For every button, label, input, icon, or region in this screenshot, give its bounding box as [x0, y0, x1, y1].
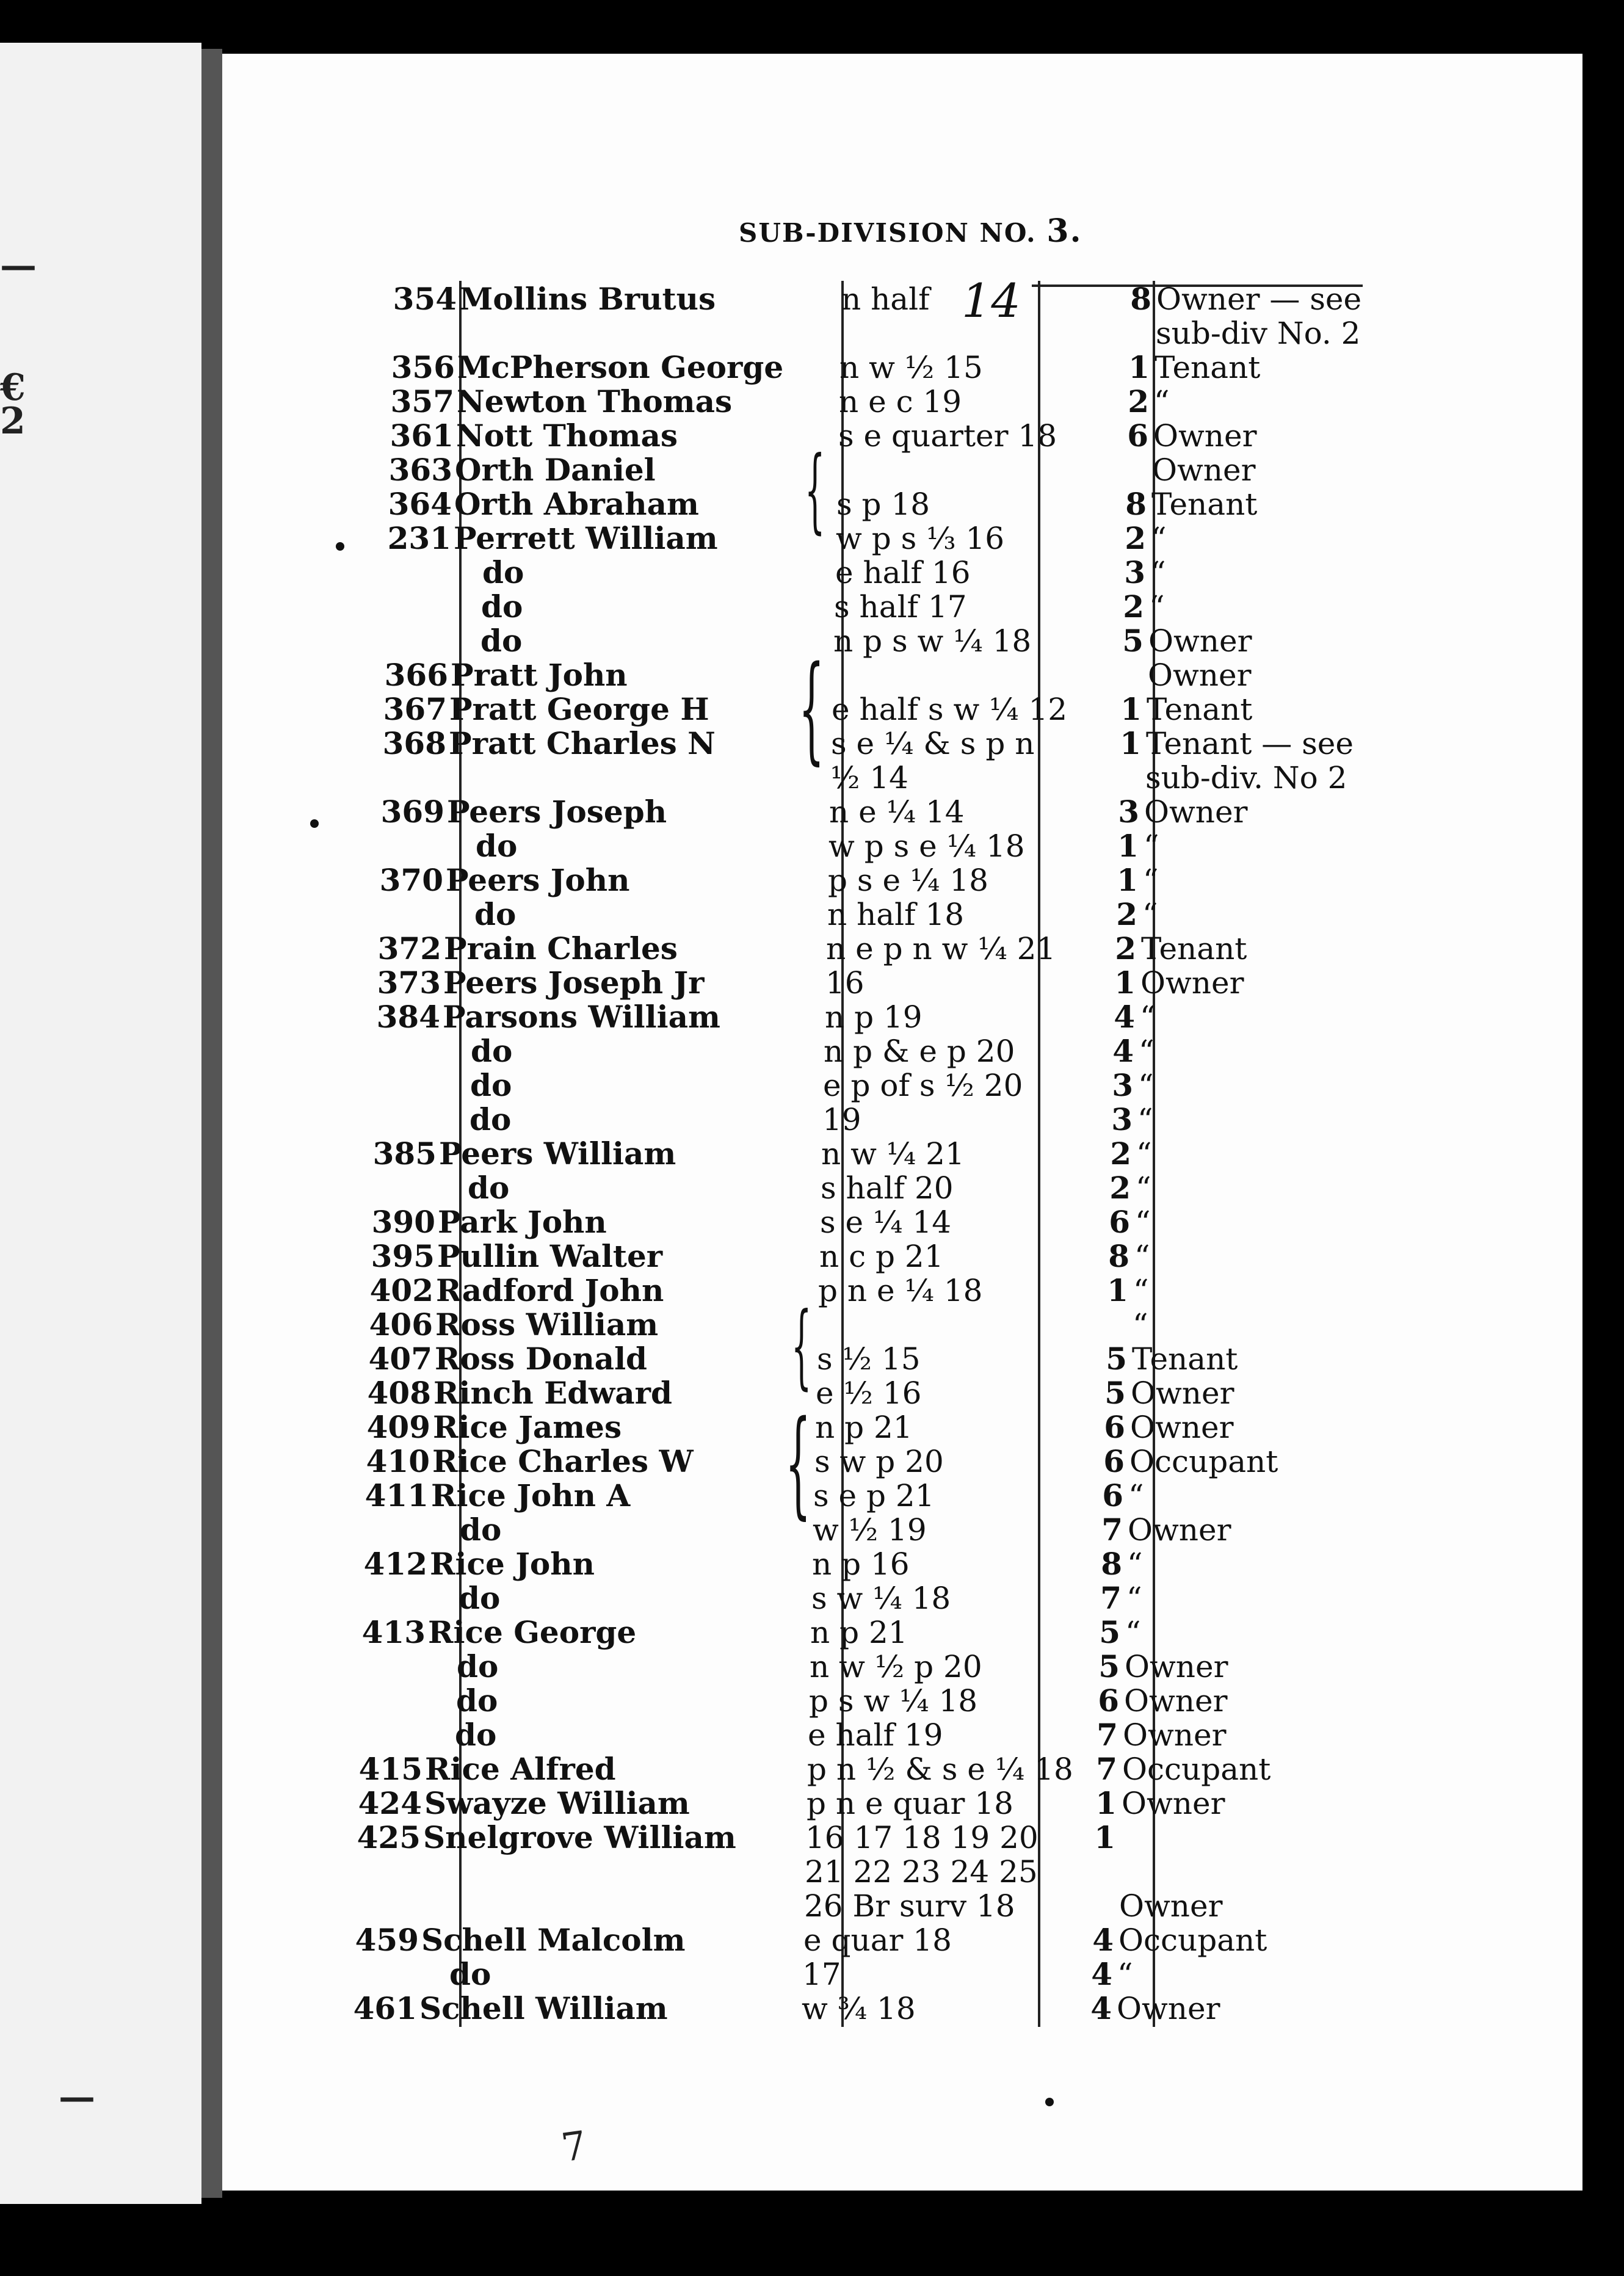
table-row [0, 1137, 1624, 1171]
lot-description: n half 18 [827, 897, 965, 932]
lot-description: ½ 14 [830, 760, 908, 796]
concession-number: 8 [1125, 486, 1147, 522]
table-row [0, 1821, 1624, 1855]
bracket-mark: { [791, 1293, 812, 1399]
table-row [0, 1171, 1624, 1205]
lot-description: p n e ¼ 18 [818, 1273, 983, 1308]
entry-number: 366 [384, 657, 448, 693]
concession-number: 4 [1092, 1922, 1114, 1958]
concession-number: 3 [1124, 554, 1145, 590]
table-row [0, 863, 1624, 897]
concession-number: 6 [1127, 418, 1148, 454]
owner-name: Peers John [446, 862, 630, 898]
status-label: “ [1133, 1307, 1148, 1343]
status-label: “ [1133, 1273, 1149, 1308]
handwritten-annotation: 14 [962, 274, 1021, 328]
table-row [0, 1068, 1624, 1103]
status-label: “ [1144, 828, 1159, 864]
lot-description: s e p 21 [813, 1478, 935, 1513]
facing-page-mark: — [59, 2076, 95, 2118]
concession-number: 5 [1104, 1375, 1126, 1411]
status-label: Tenant [1147, 692, 1253, 727]
table-row [0, 1547, 1624, 1581]
table-row [0, 1889, 1624, 1923]
status-label: Owner [1148, 658, 1252, 693]
ink-dot [336, 542, 344, 551]
concession-number: 1 [1128, 349, 1150, 385]
lot-description: n p 21 [810, 1615, 908, 1650]
table-row [0, 1274, 1624, 1308]
entry-number: 408 [367, 1375, 431, 1411]
concession-number: 2 [1110, 1136, 1131, 1172]
owner-name: Rice John [430, 1546, 595, 1582]
status-label: Owner [1128, 1512, 1231, 1548]
owner-name: Peers Joseph Jr [443, 965, 705, 1001]
entry-number: 415 [358, 1751, 422, 1787]
entry-number: 412 [363, 1546, 427, 1582]
entry-number: 390 [371, 1204, 435, 1240]
status-label: Owner [1148, 623, 1252, 659]
concession-number: 2 [1109, 1170, 1131, 1206]
owner-name: Schell William [419, 1990, 668, 2026]
status-label: sub-div. No 2 [1145, 760, 1347, 796]
pen-mark: 7 [559, 2123, 590, 2172]
entry-number: 395 [371, 1238, 435, 1274]
entry-number: 369 [380, 794, 444, 830]
lot-description: 17 [802, 1957, 841, 1992]
lot-description: s w p 20 [814, 1444, 944, 1479]
status-label: Owner [1153, 418, 1257, 454]
lot-description: e half 19 [808, 1717, 943, 1753]
table-row [0, 316, 1624, 350]
lot-description: n e c 19 [839, 384, 962, 419]
lot-description: n w ¼ 21 [821, 1136, 965, 1172]
concession-number: 4 [1090, 1990, 1112, 2026]
table-row [0, 1479, 1624, 1513]
owner-name: Radford John [436, 1272, 664, 1308]
entry-number: 385 [372, 1136, 437, 1172]
status-label: Owner [1117, 1991, 1220, 2026]
ink-dot [1045, 2098, 1054, 2106]
lot-description: w ¾ 18 [802, 1991, 916, 2026]
status-label: Owner [1123, 1717, 1227, 1753]
concession-number: 1 [1120, 725, 1141, 761]
owner-name: do [449, 1956, 491, 1992]
entry-number: 368 [382, 725, 446, 761]
owner-name: Pullin Walter [437, 1238, 663, 1274]
owner-name: do [459, 1580, 501, 1616]
lot-description: e half s w ¼ 12 [832, 692, 1068, 727]
facing-page-mark: 2 [0, 400, 26, 443]
status-label: “ [1143, 863, 1159, 898]
lot-description: s p 18 [836, 487, 930, 522]
lot-description: w ½ 19 [813, 1512, 927, 1548]
lot-description: p s e ¼ 18 [828, 863, 988, 898]
entry-number: 406 [369, 1307, 433, 1343]
table-row [0, 1103, 1624, 1137]
owner-name: Park John [438, 1204, 607, 1240]
status-label: “ [1126, 1581, 1142, 1616]
facing-page-mark: € [0, 366, 26, 409]
table-row [0, 1957, 1624, 1991]
owner-name: Ross Donald [435, 1341, 648, 1377]
owner-name: Rinch Edward [433, 1375, 672, 1411]
concession-number: 1 [1117, 828, 1139, 864]
lot-description: n c p 21 [819, 1239, 944, 1274]
entry-number: 459 [355, 1922, 419, 1958]
concession-number: 6 [1109, 1204, 1130, 1240]
status-label: Owner [1119, 1888, 1223, 1924]
entry-number: 410 [366, 1443, 430, 1479]
owner-name: Parsons William [443, 999, 720, 1035]
lot-description: e quar 18 [803, 1923, 952, 1958]
status-label: Occupant [1129, 1444, 1278, 1479]
table-row [0, 1786, 1624, 1821]
status-label: Tenant — see [1146, 726, 1354, 761]
entry-number: 411 [364, 1477, 429, 1513]
status-label: Owner [1131, 1375, 1234, 1411]
concession-number: 3 [1111, 1101, 1133, 1137]
concession-number: 5 [1098, 1648, 1120, 1684]
owner-name: do [480, 623, 523, 659]
owner-name: do [470, 1067, 512, 1103]
owner-name: Schell Malcolm [421, 1922, 686, 1958]
status-label: Owner — see [1156, 281, 1362, 317]
bracket-mark: { [805, 437, 825, 543]
concession-number: 1 [1095, 1785, 1117, 1821]
entry-number: 461 [353, 1990, 417, 2026]
entry-number: 425 [357, 1819, 421, 1855]
lot-description: 19 [822, 1102, 861, 1137]
lot-description: 16 [825, 965, 865, 1001]
concession-number: 2 [1116, 896, 1137, 932]
lot-description: s half 20 [821, 1170, 954, 1206]
owner-name: Rice James [433, 1409, 622, 1445]
owner-name: do [460, 1512, 502, 1548]
owner-name: Peers Joseph [447, 794, 667, 830]
lot-description: 21 22 23 24 25 [805, 1854, 1038, 1890]
entry-number: 361 [390, 418, 454, 454]
owner-name: Rice George [428, 1614, 637, 1650]
lot-description: n e ¼ 14 [829, 794, 965, 830]
lot-description: e p of s ½ 20 [823, 1068, 1023, 1103]
lot-description: 16 17 18 19 20 [805, 1820, 1039, 1855]
lot-description: p n e quar 18 [807, 1786, 1013, 1821]
owner-name: Peers William [439, 1136, 676, 1172]
status-label: “ [1127, 1546, 1143, 1582]
lot-description: s half 17 [834, 589, 967, 625]
heading-number: 3. [1046, 212, 1082, 250]
table-row [0, 795, 1624, 829]
table-row [0, 1034, 1624, 1068]
owner-name: do [471, 1033, 513, 1069]
status-label: “ [1137, 1102, 1153, 1137]
owner-name: Rice Charles W [432, 1443, 694, 1479]
status-label: sub-div No. 2 [1156, 316, 1361, 351]
concession-number: 8 [1101, 1546, 1122, 1582]
concession-number: 8 [1108, 1238, 1129, 1274]
lot-description: p s w ¼ 18 [809, 1683, 978, 1719]
owner-name: Rice John A [431, 1477, 631, 1513]
status-label: “ [1125, 1615, 1141, 1650]
concession-number: 5 [1122, 623, 1144, 659]
concession-number: 2 [1115, 930, 1136, 966]
table-row [0, 1718, 1624, 1752]
lot-description: w p s e ¼ 18 [828, 828, 1025, 864]
concession-number: 1 [1094, 1819, 1115, 1855]
table-row [0, 1923, 1624, 1957]
lot-description: s e ¼ & s p n [831, 726, 1035, 761]
table-row [0, 1581, 1624, 1615]
concession-number: 5 [1099, 1614, 1120, 1650]
entry-number: 363 [388, 452, 452, 488]
entry-number: 356 [391, 349, 455, 385]
owner-name: do [474, 896, 517, 932]
status-label: “ [1138, 1068, 1154, 1103]
lot-description: n p & e p 20 [824, 1034, 1015, 1069]
owner-name: do [482, 554, 524, 590]
owner-name: do [457, 1648, 499, 1684]
concession-number: 7 [1097, 1717, 1118, 1753]
lot-description: n e p n w ¼ 21 [826, 931, 1056, 966]
status-label: “ [1140, 999, 1156, 1035]
status-label: Owner [1125, 1649, 1228, 1684]
entry-number: 407 [368, 1341, 432, 1377]
concession-number: 1 [1114, 965, 1136, 1001]
lot-description: p n ½ & s e ¼ 18 [807, 1752, 1073, 1787]
table-row [0, 1855, 1624, 1889]
table-row [0, 932, 1624, 966]
lot-description: s e quarter 18 [838, 418, 1057, 454]
owner-name: Pratt John [451, 657, 628, 693]
concession-number: 4 [1091, 1956, 1112, 1992]
status-label: “ [1136, 1170, 1151, 1206]
owner-name: Orth Daniel [455, 452, 656, 488]
status-label: “ [1150, 555, 1166, 590]
lot-description: e ½ 16 [816, 1375, 922, 1411]
entry-number: 384 [376, 999, 440, 1035]
status-label: “ [1134, 1239, 1150, 1274]
concession-number: 1 [1120, 691, 1142, 727]
status-label: “ [1154, 384, 1170, 419]
concession-number: 7 [1100, 1580, 1122, 1616]
status-label: Occupant [1122, 1752, 1271, 1787]
status-label: “ [1136, 1136, 1152, 1172]
status-label: “ [1151, 521, 1167, 556]
lot-description: n p 21 [815, 1410, 913, 1445]
lot-description: n p s w ¼ 18 [833, 623, 1032, 659]
facing-page-mark: — [0, 244, 37, 287]
owner-name: Perrett William [454, 520, 718, 556]
concession-number: 3 [1118, 794, 1139, 830]
table-row [0, 556, 1624, 590]
lot-description: e half 16 [835, 555, 971, 590]
entry-number: 231 [387, 520, 451, 556]
table-row [0, 1239, 1624, 1274]
owner-name: Pratt Charles N [449, 725, 716, 761]
owner-name: do [456, 1683, 498, 1719]
status-label: “ [1142, 897, 1158, 932]
status-label: Owner [1130, 1410, 1234, 1445]
concession-number: 3 [1112, 1067, 1133, 1103]
owner-name: Pratt George H [449, 691, 709, 727]
status-label: “ [1117, 1957, 1133, 1992]
owner-name: do [468, 1170, 510, 1206]
table-row [0, 1615, 1624, 1650]
table-row [0, 1205, 1624, 1239]
concession-number: 5 [1106, 1341, 1127, 1377]
concession-number: 2 [1125, 520, 1146, 556]
bracket-mark: { [785, 1396, 811, 1531]
status-label: Tenant [1132, 1341, 1238, 1377]
concession-number: 6 [1098, 1683, 1119, 1719]
owner-name: Mollins Brutus [459, 281, 716, 317]
owner-name: Newton Thomas [457, 383, 733, 419]
table-row [0, 1991, 1624, 2026]
owner-name: Prain Charles [444, 930, 678, 966]
status-label: Tenant [1151, 487, 1258, 522]
bracket-mark: { [799, 641, 825, 776]
table-row [0, 829, 1624, 863]
entry-number: 364 [388, 486, 452, 522]
entry-number: 357 [390, 383, 454, 419]
owner-name: Ross William [435, 1307, 659, 1343]
status-label: “ [1139, 1034, 1155, 1069]
table-row [0, 1410, 1624, 1444]
table-row [0, 1308, 1624, 1342]
concession-number: 6 [1104, 1409, 1125, 1445]
entry-number: 372 [377, 930, 441, 966]
table-row [0, 1000, 1624, 1034]
status-label: Tenant [1141, 931, 1247, 966]
concession-number: 8 [1130, 281, 1151, 317]
page-heading [739, 212, 1082, 250]
owner-name: Nott Thomas [456, 418, 678, 454]
concession-number: 2 [1123, 589, 1144, 625]
status-label: Owner [1144, 794, 1248, 830]
concession-number: 1 [1117, 862, 1138, 898]
entry-number: 424 [358, 1785, 422, 1821]
concession-number: 4 [1114, 999, 1135, 1035]
table-row [0, 966, 1624, 1000]
heading-title: SUB-DIVISION NO. [739, 218, 1047, 248]
owner-name: Rice Alfred [425, 1751, 616, 1787]
table-row [0, 1752, 1624, 1786]
lot-description: s w ¼ 18 [811, 1581, 951, 1616]
concession-number: 1 [1107, 1272, 1128, 1308]
owner-name: Swayze William [424, 1785, 690, 1821]
table-row [0, 1684, 1624, 1718]
concession-number: 4 [1112, 1033, 1134, 1069]
owner-name: McPherson George [457, 349, 784, 385]
entry-number: 370 [379, 862, 443, 898]
table-row [0, 1342, 1624, 1376]
status-label: “ [1135, 1205, 1151, 1240]
owner-name: do [455, 1717, 497, 1753]
entry-number: 409 [366, 1409, 430, 1445]
lot-description: n w ½ p 20 [810, 1649, 982, 1684]
owner-name: Snelgrove William [423, 1819, 736, 1855]
entry-number: 354 [393, 281, 457, 317]
table-row [0, 350, 1624, 385]
entry-number: 367 [383, 691, 447, 727]
owner-name: do [469, 1101, 512, 1137]
concession-number: 6 [1103, 1443, 1125, 1479]
status-label: Owner [1122, 1786, 1225, 1821]
lot-description: w p s ⅓ 16 [836, 521, 1005, 556]
status-label: Owner [1140, 965, 1244, 1001]
owner-name: Orth Abraham [454, 486, 699, 522]
table-row [0, 897, 1624, 932]
lot-description: n p 16 [812, 1546, 910, 1582]
table-row [0, 1376, 1624, 1410]
status-label: “ [1149, 589, 1165, 625]
table-row [0, 385, 1624, 419]
lot-description: s ½ 15 [817, 1341, 921, 1377]
table-row [0, 282, 1624, 316]
concession-number: 6 [1102, 1477, 1123, 1513]
lot-description: n half [841, 281, 930, 317]
status-label: “ [1128, 1478, 1144, 1513]
concession-number: 7 [1096, 1751, 1117, 1787]
status-label: Tenant [1155, 350, 1261, 385]
table-row [0, 590, 1624, 624]
table-row [0, 1444, 1624, 1479]
entry-number: 413 [361, 1614, 426, 1650]
lot-description: s e ¼ 14 [820, 1205, 952, 1240]
entry-number: 402 [369, 1272, 433, 1308]
lot-description: n p 19 [825, 999, 923, 1035]
lot-description: 26 Br surv 18 [804, 1888, 1015, 1924]
ink-dot [310, 819, 319, 828]
owner-name: do [481, 589, 523, 625]
owner-name: do [476, 828, 518, 864]
concession-number: 2 [1128, 383, 1149, 419]
entry-number: 373 [377, 965, 441, 1001]
status-label: Occupant [1118, 1923, 1267, 1958]
lot-description: n w ½ 15 [839, 350, 983, 385]
status-label: Owner [1124, 1683, 1228, 1719]
table-row [0, 1513, 1624, 1547]
table-row [0, 1650, 1624, 1684]
status-label: Owner [1152, 452, 1256, 488]
concession-number: 7 [1101, 1512, 1123, 1548]
